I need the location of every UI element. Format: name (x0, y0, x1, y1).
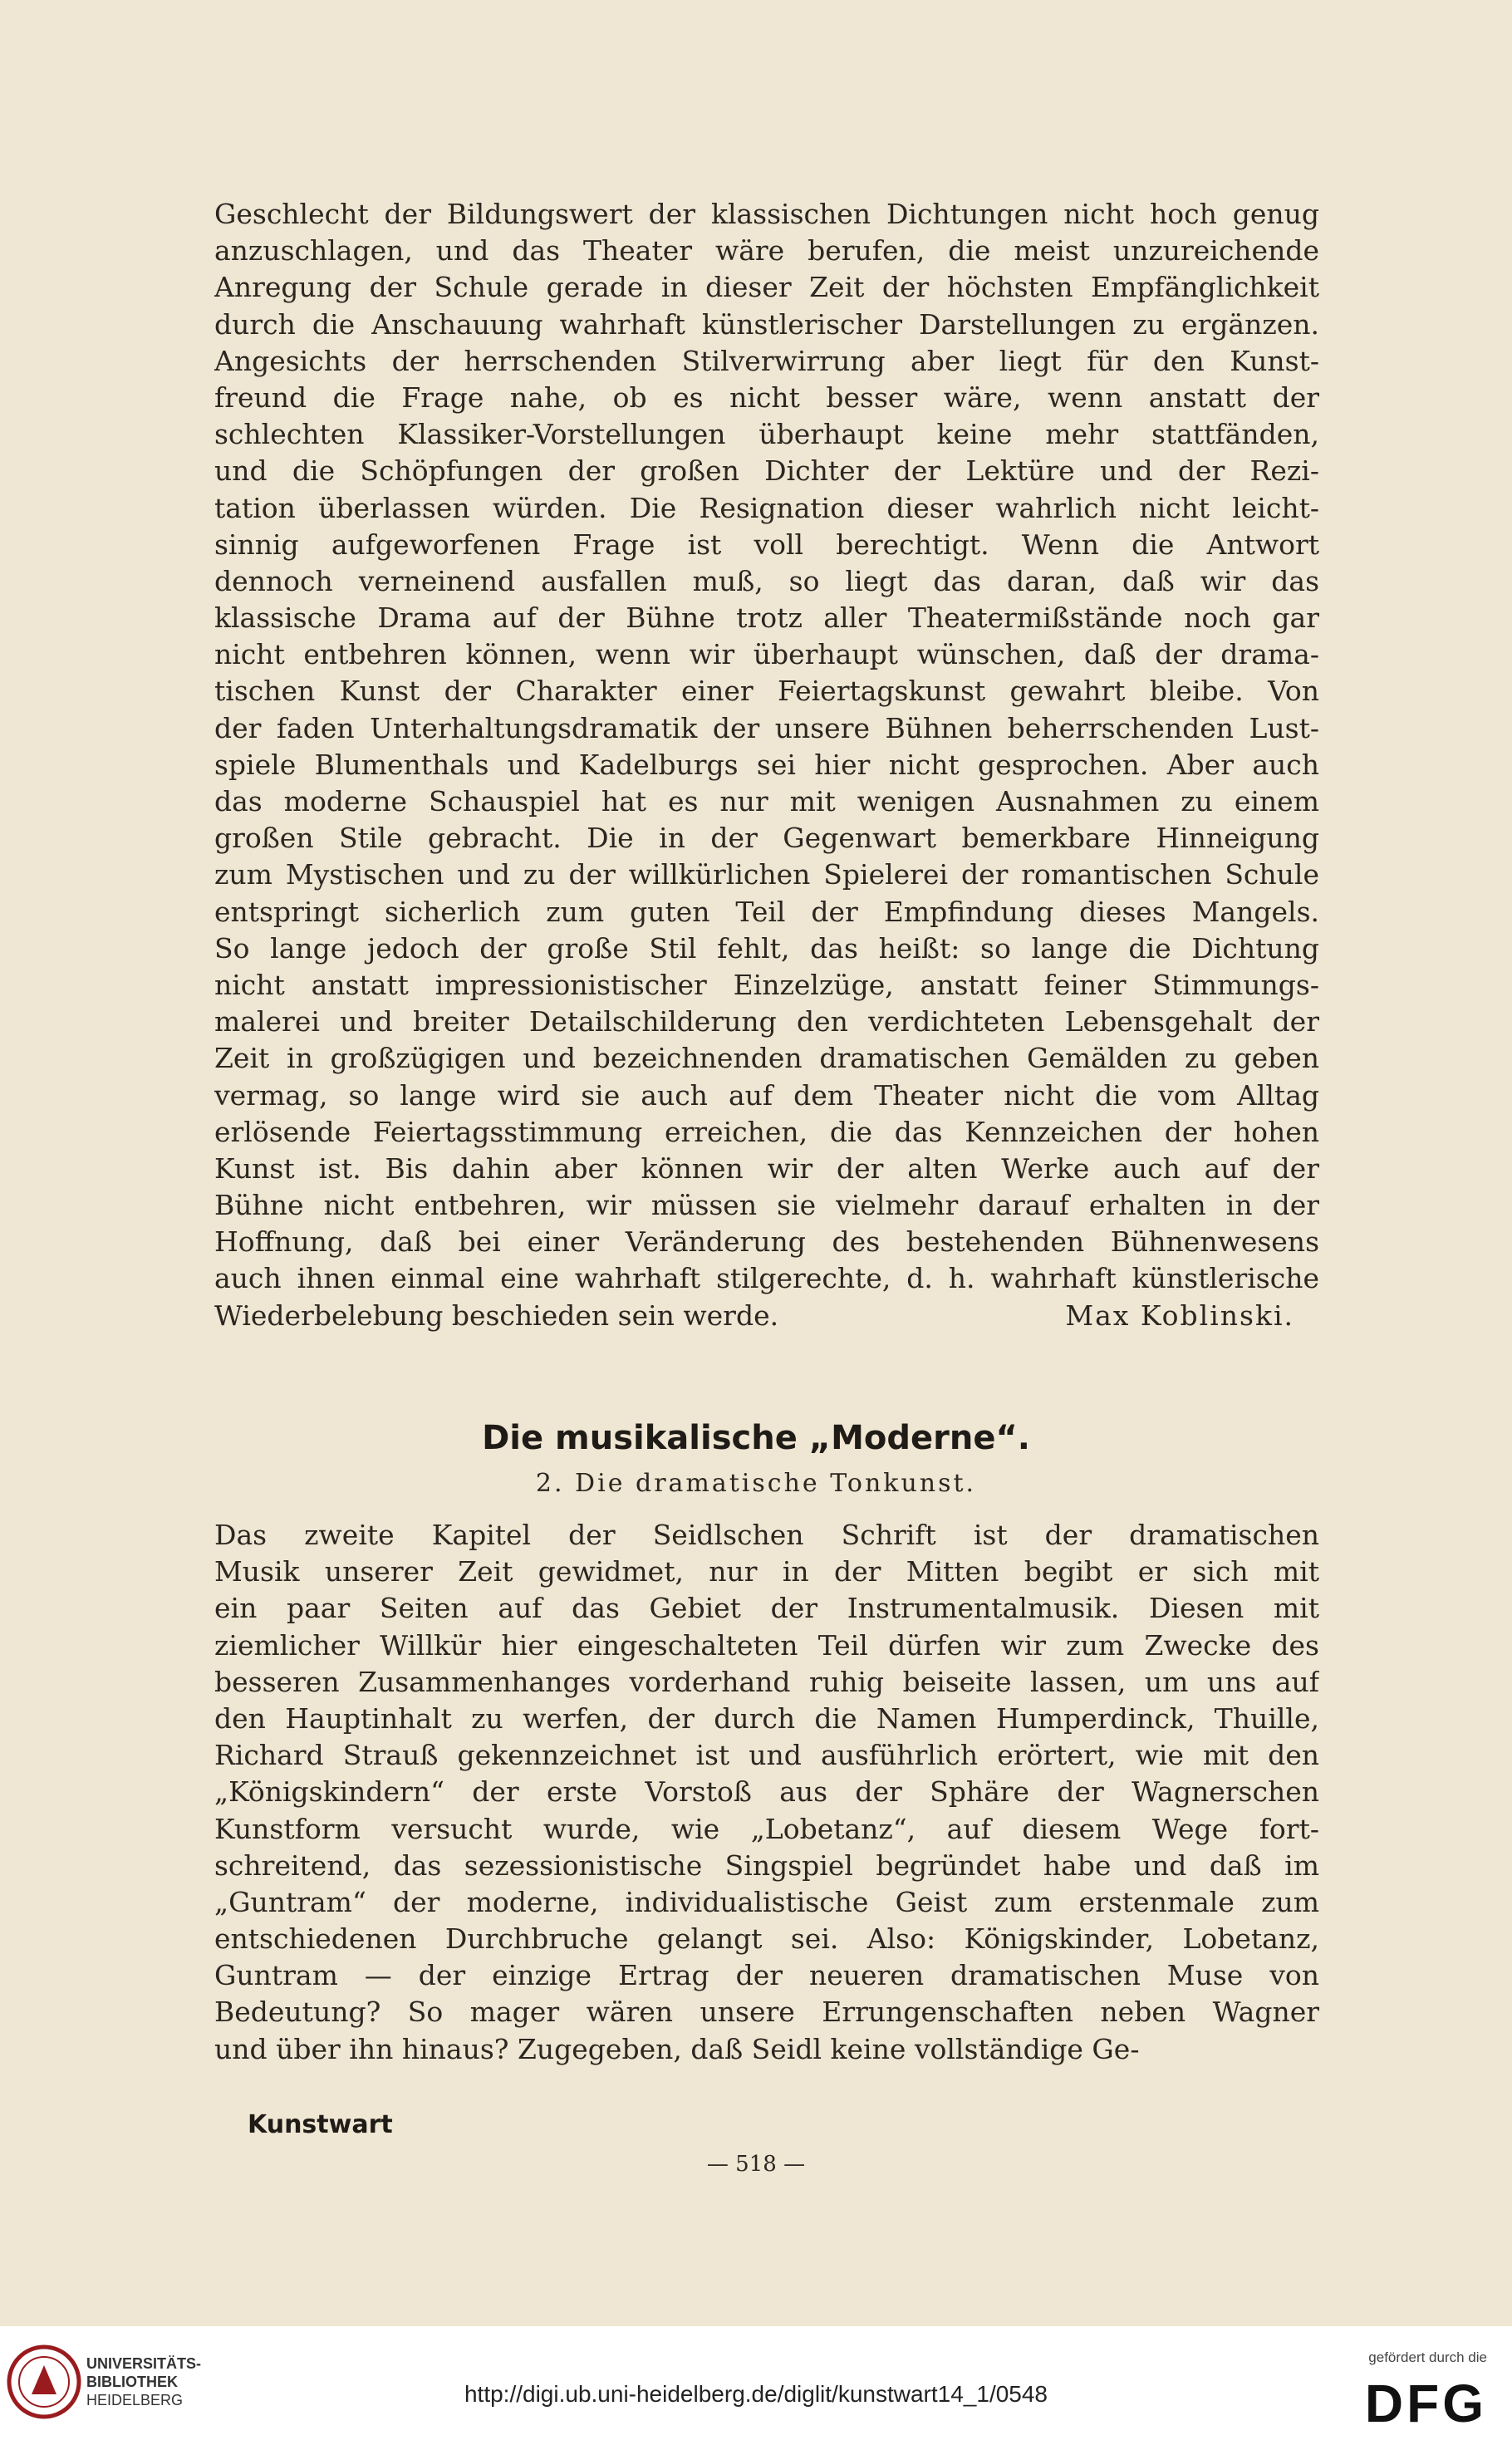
institution-line-1: UNIVERSITÄTS- (86, 2355, 202, 2372)
text-line: Zeit in großzügigen und bezeichnenden dramatischen Gemälden zu geben (214, 1042, 1319, 1075)
text-line: Hoffnung, daß bei einer Veränderung des bestehenden Bühnenwesens (214, 1225, 1319, 1259)
text-line: nicht entbehren können, wenn wir überhaupt wünschen, daß der drama- (214, 638, 1319, 671)
article-1-body (214, 196, 1319, 1334)
text-line: und über ihn hinaus? Zugegeben, daß Seidl keine vollständige Ge- (214, 2032, 1140, 2065)
text-line: Wiederbelebung beschieden sein werde. (214, 1299, 779, 1332)
article-2-subheading: 2. Die dramatische Tonkunst. (535, 1469, 977, 1498)
text-line: Kunstform versucht wurde, wie „Lobetanz“, auf diesem Wege fort- (214, 1812, 1319, 1845)
text-line: anzuschlagen, und das Theater wäre berufen, die meist unzureichende (214, 234, 1319, 268)
text-line: nicht anstatt impressionistischer Einzelzüge, anstatt feiner Stimmungs- (214, 968, 1319, 1001)
text-line: entspringt sicherlich zum guten Teil der Empfindung dieses Mangels. (214, 895, 1319, 928)
text-line: Anregung der Schule gerade in dieser Zeit der höchsten Empfänglichkeit (214, 271, 1319, 304)
text-line: Das zweite Kapitel der Seidlschen Schrift ist der dramatischen (214, 1519, 1319, 1551)
text-line: Angesichts der herrschenden Stilverwirrung aber liegt für den Kunst- (214, 344, 1319, 377)
viewer-footer (0, 2326, 1512, 2445)
article-2-heading: Die musikalische „Moderne“. (482, 1419, 1030, 1457)
text-line: spiele Blumenthals und Kadelburgs sei hier nicht gesprochen. Aber auch (214, 748, 1319, 781)
text-line: erlösende Feiertagsstimmung erreichen, die das Kennzeichen der hohen (214, 1115, 1319, 1148)
text-line: „Guntram“ der moderne, individualistische Geist zum erstenmale zum (214, 1885, 1319, 1918)
text-line: freund die Frage nahe, ob es nicht besser wäre, wenn anstatt der (214, 380, 1319, 414)
text-line: auch ihnen einmal eine wahrhaft stilgerechte, d. h. wahrhaft künstlerische (214, 1262, 1319, 1295)
text-line: So lange jedoch der große Stil fehlt, das heißt: so lange die Dichtung (214, 931, 1319, 965)
source-url-link[interactable]: http://digi.ub.uni-heidelberg.de/diglit/kunstwart14_1/0548 (464, 2381, 1048, 2407)
author-signature: Max Koblinski. (1065, 1299, 1294, 1332)
text-line: entschiedenen Durchbruche gelangt sei. Also: Königskinder, Lobetanz, (214, 1922, 1319, 1956)
text-line: und die Schöpfungen der großen Dichter der Lektüre und der Rezi- (214, 454, 1319, 488)
dfg-logo: DFG (1364, 2374, 1487, 2433)
text-line: sinnig aufgeworfenen Frage ist voll berechtigt. Wenn die Antwort (214, 528, 1319, 561)
text-line: malerei und breiter Detailschilderung den verdichteten Lebensgehalt der (214, 1005, 1319, 1038)
journal-name: Kunstwart (248, 2110, 393, 2139)
text-line: schreitend, das sezessionistische Singspiel begründet habe und daß im (214, 1848, 1319, 1882)
text-line: tischen Kunst der Charakter einer Feiertagskunst gewahrt bleibe. Von (214, 675, 1319, 708)
text-line: „Königskindern“ der erste Vorstoß aus der Sphäre der Wagnerschen (214, 1775, 1319, 1809)
text-line: vermag, so lange wird sie auch auf dem Theater nicht die vom Alltag (214, 1078, 1319, 1112)
text-line: ein paar Seiten auf das Gebiet der Instrumentalmusik. Diesen mit (214, 1592, 1319, 1625)
text-line: Bühne nicht entbehren, wir müssen sie vielmehr darauf erhalten in der (214, 1189, 1319, 1222)
text-line: tation überlassen würden. Die Resignation dieser wahrlich nicht leicht- (214, 491, 1319, 524)
text-line: den Hauptinhalt zu werfen, der durch die Namen Humperdinck, Thuille, (214, 1701, 1319, 1735)
sponsor-label: gefördert durch die (1368, 2349, 1487, 2365)
text-line: Guntram — der einzige Ertrag der neueren dramatischen Muse von (214, 1959, 1319, 1992)
text-line: klassische Drama auf der Bühne trotz aller Theatermißstände noch gar (214, 601, 1319, 635)
text-line: Richard Strauß gekennzeichnet ist und ausführlich erörtert, wie mit den (214, 1739, 1319, 1772)
text-line: schlechten Klassiker-Vorstellungen überhaupt keine mehr stattfänden, (214, 418, 1319, 451)
institution-line-3: HEIDELBERG (86, 2392, 184, 2408)
text-line: der faden Unterhaltungsdramatik der unsere Bühnen beherrschenden Lust- (214, 711, 1319, 744)
text-line: besseren Zusammenhanges vorderhand ruhig beiseite lassen, um uns auf (214, 1665, 1319, 1698)
text-line: zum Mystischen und zu der willkürlichen Spielerei der romantischen Schule (214, 858, 1319, 891)
article-2-body (214, 1517, 1319, 2068)
text-line: das moderne Schauspiel hat es nur mit wenigen Ausnahmen zu einem (214, 785, 1319, 817)
text-line: großen Stile gebracht. Die in der Gegenwart bemerkbare Hinneigung (214, 822, 1319, 855)
text-line: dennoch verneinend ausfallen muß, so liegt das daran, daß wir das (214, 564, 1319, 597)
text-line: Musik unserer Zeit gewidmet, nur in der Mitten begibt er sich mit (214, 1555, 1319, 1588)
institution-line-2: BIBLIOTHEK (86, 2374, 178, 2390)
text-line: Bedeutung? So mager wären unsere Errungenschaften neben Wagner (214, 1996, 1319, 2029)
text-line: durch die Anschauung wahrhaft künstlerischer Darstellungen zu ergänzen. (214, 307, 1319, 341)
text-line-with-signature (214, 1298, 1319, 1334)
page-number: — 518 — (706, 2152, 806, 2177)
text-line: ziemlicher Willkür hier eingeschalteten Teil dürfen wir zum Zwecke des (214, 1628, 1319, 1662)
text-line: Geschlecht der Bildungswert der klassischen Dichtungen nicht hoch genug (214, 198, 1319, 230)
text-line: Kunst ist. Bis dahin aber können wir der alten Werke auch auf der (214, 1151, 1319, 1185)
